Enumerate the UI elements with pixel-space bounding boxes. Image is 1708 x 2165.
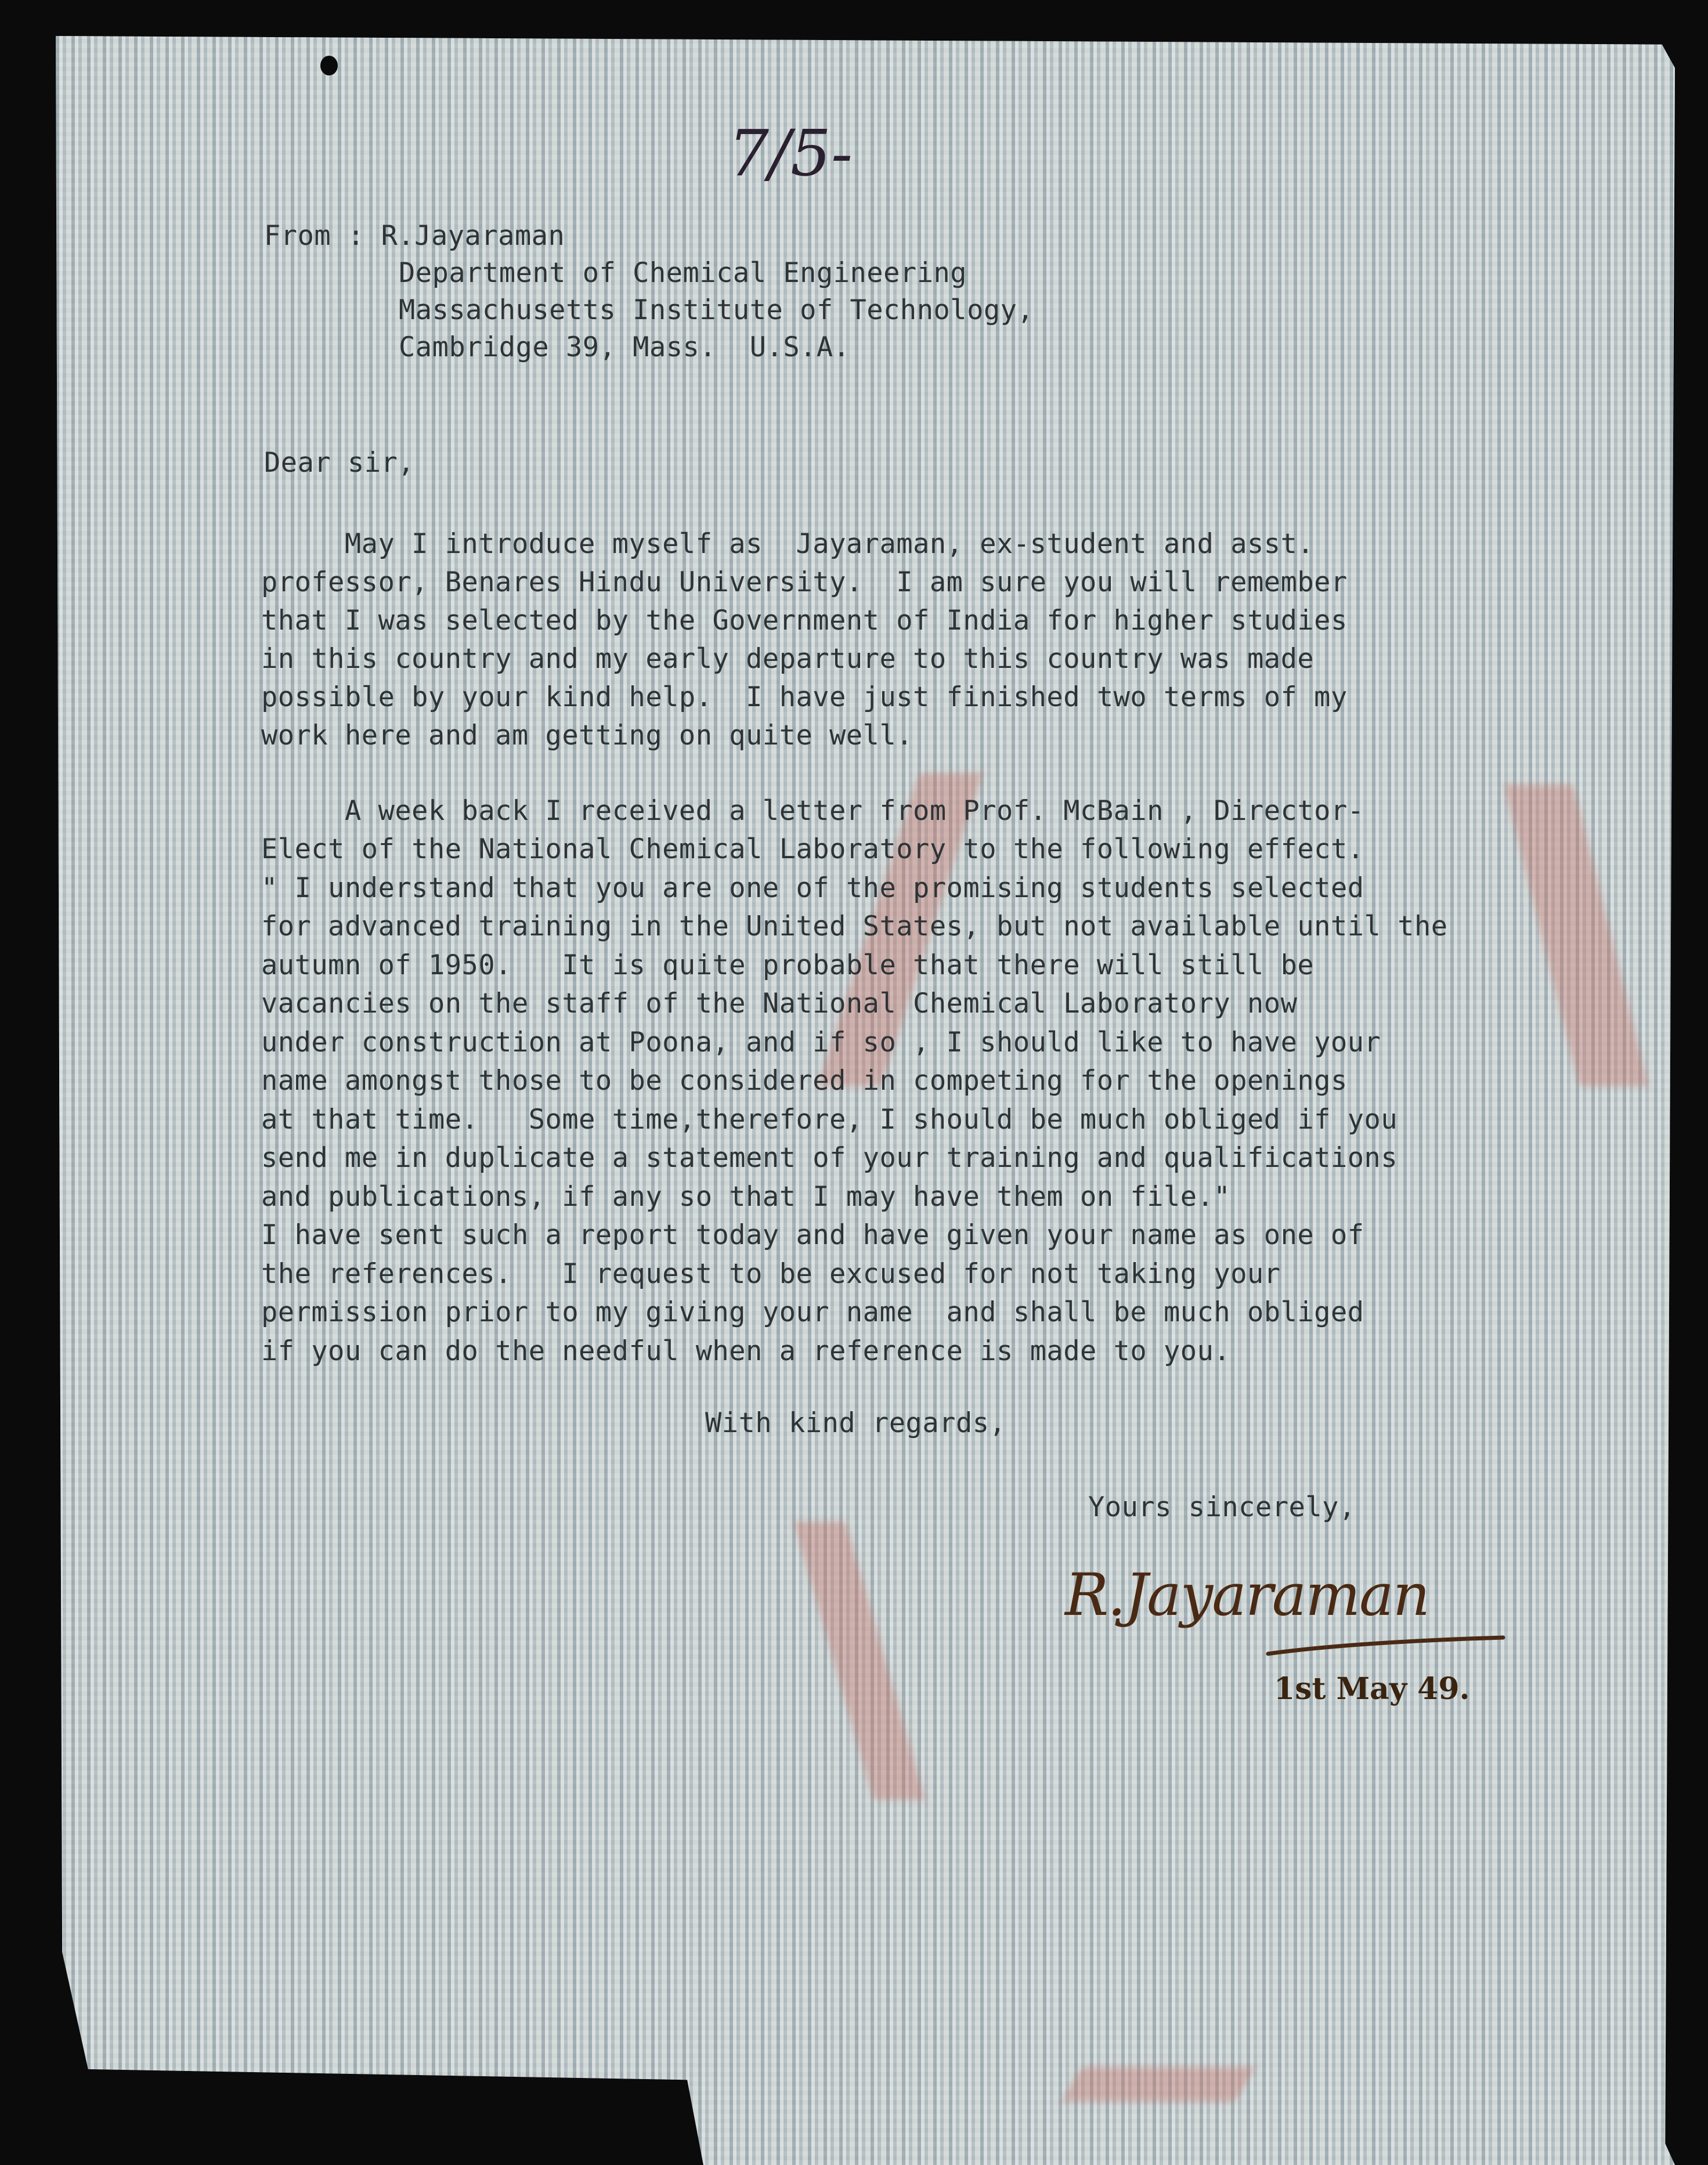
paragraph-line: under construction at Poona, and if so , I should like to have your	[261, 1027, 1381, 1058]
paragraph-line: May I introduce myself as Jayaraman, ex-student and asst.	[261, 528, 1315, 560]
salutation: Dear sir,	[264, 447, 415, 479]
sender-institute: Massachusetts Institute of Technology,	[399, 294, 1034, 326]
signature-date: 1st May 49.	[1274, 1671, 1470, 1707]
paragraph-line: Elect of the National Chemical Laboratory to the following effect.	[261, 833, 1364, 865]
sender-city: Cambridge 39, Mass. U.S.A.	[399, 331, 850, 363]
paragraph-line: permission prior to my giving your name and shall be much obliged	[261, 1296, 1364, 1328]
paragraph-line: work here and am getting on quite well.	[261, 720, 913, 751]
closing-line: Yours sincerely,	[1088, 1491, 1356, 1523]
paragraph-line: vacancies on the staff of the National Chemical Laboratory now	[261, 988, 1298, 1020]
red-stain-mark	[1061, 2067, 1256, 2102]
paragraph-line: for advanced training in the United States, but not available until the	[261, 910, 1448, 942]
paragraph-line: that I was selected by the Government of India for higher studies	[261, 605, 1348, 637]
paragraph-line: autumn of 1950. It is quite probable that there will still be	[261, 949, 1315, 981]
signature: R.Jayaraman	[1065, 1561, 1429, 1629]
paragraph-line: name amongst those to be considered in competing for the openings	[261, 1065, 1348, 1097]
regards-line: With kind regards,	[705, 1407, 1006, 1439]
red-stain-mark	[1504, 785, 1649, 1086]
signature-underline	[1265, 1631, 1509, 1665]
paragraph-line: and publications, if any so that I may have them on file."	[261, 1181, 1231, 1213]
paragraph-line: in this country and my early departure to this country was made	[261, 643, 1315, 675]
paragraph-line: at that time. Some time,therefore, I should be much obliged if you	[261, 1104, 1398, 1136]
punch-hole	[320, 56, 338, 75]
paragraph-line: I have sent such a report today and have given your name as one of	[261, 1219, 1364, 1251]
paragraph-line: possible by your kind help. I have just finished two terms of my	[261, 681, 1348, 713]
paragraph-line: send me in duplicate a statement of your training and qualifications	[261, 1142, 1398, 1174]
paragraph-line: A week back I received a letter from Prof. McBain , Director-	[261, 795, 1364, 827]
folio-mark: 7/5-	[728, 116, 853, 190]
red-stain-mark	[793, 1521, 926, 1800]
paragraph-line: the references. I request to be excused for not taking your	[261, 1258, 1281, 1290]
sender-block	[264, 218, 1034, 440]
from-line: From : R.Jayaraman	[264, 220, 565, 252]
paragraph-line: professor, Benares Hindu University. I am sure you will remember	[261, 566, 1348, 598]
sender-department: Department of Chemical Engineering	[399, 257, 967, 289]
paragraph-line: " I understand that you are one of the promising students selected	[261, 872, 1364, 904]
paragraph-line: if you can do the needful when a reference is made to you.	[261, 1335, 1231, 1367]
